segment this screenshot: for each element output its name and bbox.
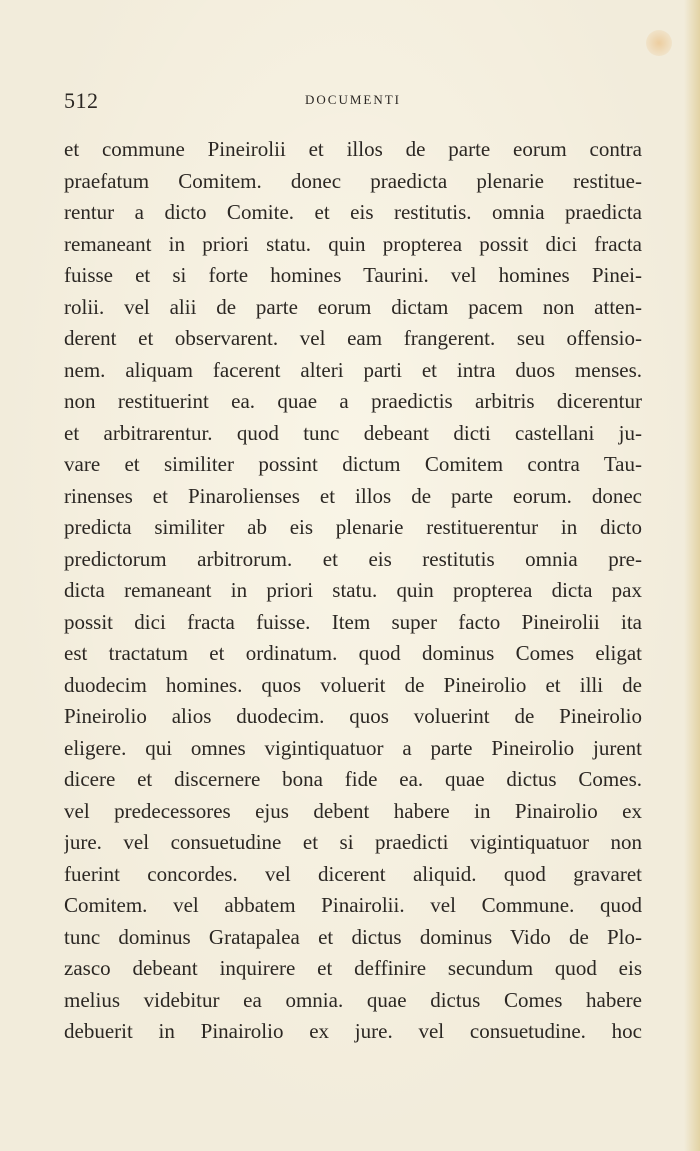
text-line: vel predecessores ejus debent habere in Pinairolio ex: [64, 798, 642, 823]
text-line: melius videbitur ea omnia. quae dictus Comes habere: [64, 987, 642, 1012]
text-line: fuisse et si forte homines Taurini. vel homines Pinei-: [64, 263, 642, 287]
text-line: duodecim homines. quos voluerit de Pineirolio et illi de: [64, 672, 642, 697]
text-line: et arbitrarentur. quod tunc debeant dicti castellani ju-: [64, 420, 642, 445]
text-line: praefatum Comitem. donec praedicta plenarie restitue-: [64, 168, 642, 193]
text-line: predicta similiter ab eis plenarie restituerentur in dicto: [64, 515, 642, 539]
text-line: est tractatum et ordinatum. quod dominus Comes eligat: [64, 641, 642, 665]
text-line: rolii. vel alii de parte eorum dictam pacem non atten-: [64, 294, 642, 319]
text-line: jure. vel consuetudine et si praedicti vigintiquatuor non: [64, 830, 642, 854]
paper-stain: [646, 30, 672, 56]
text-line: rinenses et Pinarolienses et illos de parte eorum. donec: [64, 483, 642, 508]
text-line: et commune Pineirolii et illos de parte eorum contra: [64, 137, 642, 161]
text-line: derent et observarent. vel eam frangerent. seu offensio-: [64, 326, 642, 350]
text-line: non restituerint ea. quae a praedictis arbitris dicerentur: [64, 389, 642, 413]
text-line: possit dici fracta fuisse. Item super facto Pineirolii ita: [64, 609, 642, 634]
page-edge: [684, 0, 700, 1151]
text-line: nem. aliquam facerent alteri parti et intra duos menses.: [64, 357, 642, 382]
text-line: remaneant in priori statu. quin propterea possit dici fracta: [64, 231, 642, 256]
page-header: [64, 88, 642, 118]
body-text: [64, 134, 642, 1048]
text-line: dicere et discernere bona fide ea. quae dictus Comes.: [64, 767, 642, 791]
text-line: predictorum arbitrorum. et eis restitutis omnia pre-: [64, 546, 642, 571]
text-line: fuerint concordes. vel dicerent aliquid. quod gravaret: [64, 861, 642, 886]
text-line: eligere. qui omnes vigintiquatuor a parte Pineirolio jurent: [64, 735, 642, 760]
page-number: 512: [64, 88, 99, 113]
text-line: vare et similiter possint dictum Comitem contra Tau-: [64, 452, 642, 476]
running-head: DOCUMENTI: [305, 92, 401, 107]
text-line: rentur a dicto Comite. et eis restitutis. omnia praedicta: [64, 200, 642, 224]
text-line: dicta remaneant in priori statu. quin propterea dicta pax: [64, 578, 642, 602]
text-line: tunc dominus Gratapalea et dictus dominus Vido de Plo-: [64, 924, 642, 949]
text-line: Pineirolio alios duodecim. quos voluerint de Pineirolio: [64, 704, 642, 728]
text-line: debuerit in Pinairolio ex jure. vel consuetudine. hoc: [64, 1019, 642, 1043]
text-line: Comitem. vel abbatem Pinairolii. vel Commune. quod: [64, 893, 642, 917]
text-line: zasco debeant inquirere et deffinire secundum quod eis: [64, 956, 642, 980]
